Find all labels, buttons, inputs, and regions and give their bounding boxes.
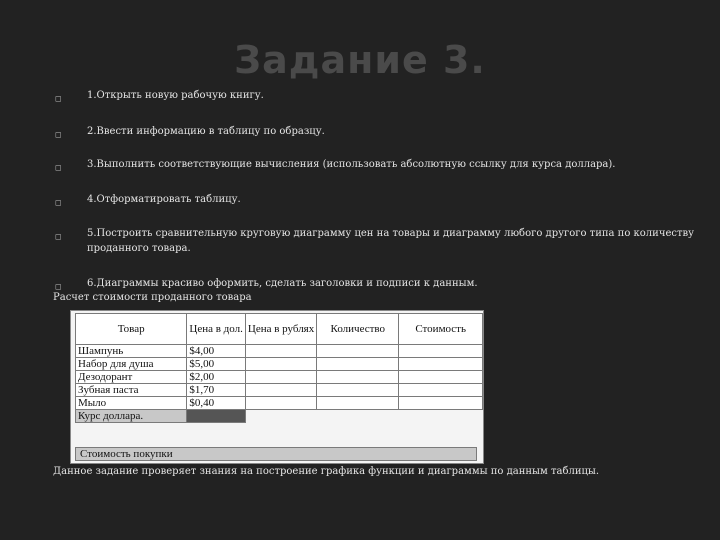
empty-cell xyxy=(317,371,399,384)
table-row xyxy=(76,358,483,371)
price-usd: $4,00 xyxy=(187,345,245,358)
task-step-text: 1.Открыть новую рабочую книгу. xyxy=(87,90,264,101)
empty-cell xyxy=(317,384,399,397)
price-usd: $5,00 xyxy=(187,358,245,371)
spreadsheet-image xyxy=(70,310,484,464)
header-price-rub: Цена в рублях xyxy=(245,314,316,345)
product-name: Мыло xyxy=(76,397,187,410)
checkbox-bullet-icon: ◻ xyxy=(55,94,62,103)
price-usd: $2,00 xyxy=(187,371,245,384)
footer-note: Данное задание проверяет знания на построение графика функции и диаграммы по данным таблицы. xyxy=(53,466,600,477)
checkbox-bullet-icon: ◻ xyxy=(55,198,62,207)
empty-cell xyxy=(317,397,399,410)
empty-cell xyxy=(317,345,399,358)
empty-cell xyxy=(399,384,483,397)
checkbox-bullet-icon: ◻ xyxy=(55,163,62,172)
checkbox-bullet-icon: ◻ xyxy=(55,232,62,241)
product-name: Шампунь xyxy=(76,345,187,358)
task-step-text: 4.Отформатировать таблицу. xyxy=(87,194,241,205)
table-row xyxy=(76,345,483,358)
rate-label: Курс доллара. xyxy=(76,410,187,423)
price-usd: $1,70 xyxy=(187,384,245,397)
task-step-text: 6.Диаграммы красиво оформить, сделать заголовки и подписи к данным. xyxy=(87,278,478,289)
slide-title: Задание 3. xyxy=(234,38,486,82)
empty-cell xyxy=(245,358,316,371)
table-row xyxy=(76,397,483,410)
rate-row xyxy=(76,410,483,423)
product-name: Дезодорант xyxy=(76,371,187,384)
price-table xyxy=(75,313,483,423)
empty-cell xyxy=(399,371,483,384)
empty-cell xyxy=(317,358,399,371)
checkbox-bullet-icon: ◻ xyxy=(55,282,62,291)
rate-value-cell xyxy=(187,410,245,423)
table-row xyxy=(76,384,483,397)
table-row xyxy=(76,371,483,384)
total-cost-label: Стоимость покупки xyxy=(75,447,477,461)
table-header-row xyxy=(76,314,483,345)
header-cost: Стоимость xyxy=(399,314,483,345)
empty-cell xyxy=(245,384,316,397)
price-usd: $0,40 xyxy=(187,397,245,410)
task-step-text: 2.Ввести информацию в таблицу по образцу. xyxy=(87,126,325,137)
empty-cell xyxy=(399,345,483,358)
empty-cell xyxy=(399,358,483,371)
header-product: Товар xyxy=(76,314,187,345)
empty-cell xyxy=(399,397,483,410)
empty-cell xyxy=(245,371,316,384)
header-quantity: Количество xyxy=(317,314,399,345)
product-name: Зубная паста xyxy=(76,384,187,397)
task-step-text: 3.Выполнить соответствующие вычисления (использовать абсолютную ссылку для курса доллара). xyxy=(87,159,616,170)
empty-cell xyxy=(245,397,316,410)
task-step-text: 5.Построить сравнительную круговую диаграмму цен на товары и диаграмму любого другого типа по количеству проданного товара. xyxy=(87,228,695,254)
table-caption: Расчет стоимости проданного товара xyxy=(53,292,252,303)
product-name: Набор для душа xyxy=(76,358,187,371)
checkbox-bullet-icon: ◻ xyxy=(55,130,62,139)
empty-cell xyxy=(245,345,316,358)
header-price-usd: Цена в дол. xyxy=(187,314,245,345)
